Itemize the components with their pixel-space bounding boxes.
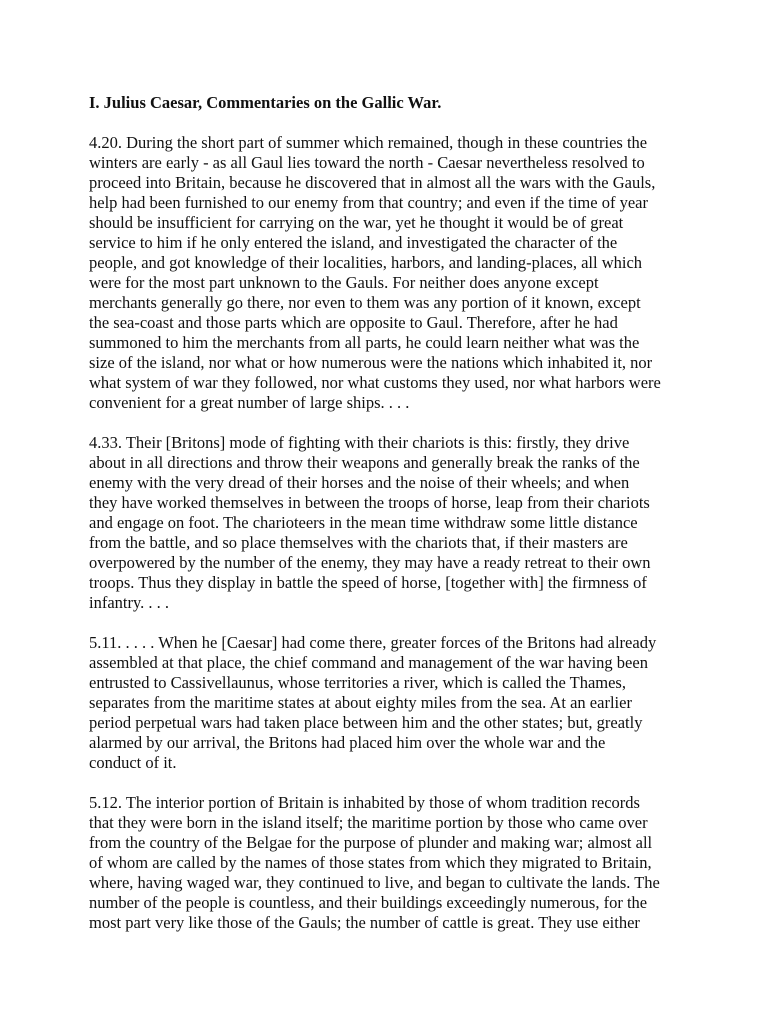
text-line: 4.20. During the short part of summer which remained, though in these countries the bbox=[89, 133, 648, 152]
paragraph-1 bbox=[89, 133, 688, 413]
text-line: troops. Thus they display in battle the speed of horse, [together with] the firmness of bbox=[89, 573, 647, 592]
paragraph-2 bbox=[89, 433, 688, 613]
text-line: were for the most part unknown to the Gauls. For neither does anyone except bbox=[89, 273, 599, 292]
paragraph-3 bbox=[89, 633, 688, 773]
document-body bbox=[89, 133, 688, 933]
text-line: 4.33. Their [Britons] mode of fighting with their chariots is this: firstly, they drive bbox=[89, 433, 630, 452]
text-line: entrusted to Cassivellaunus, whose territories a river, which is called the Thames, bbox=[89, 673, 626, 692]
text-line: about in all directions and throw their weapons and generally break the ranks of the bbox=[89, 453, 640, 472]
text-line: conduct of it. bbox=[89, 753, 177, 772]
text-line: help had been furnished to our enemy from that country; and even if the time of year bbox=[89, 193, 648, 212]
text-line: where, having waged war, they continued to live, and began to cultivate the lands. The bbox=[89, 873, 660, 892]
text-line: overpowered by the number of the enemy, they may have a ready retreat to their own bbox=[89, 553, 651, 572]
text-line: that they were born in the island itself; the maritime portion by those who came over bbox=[89, 813, 648, 832]
text-line: convenient for a great number of large ships. . . . bbox=[89, 393, 410, 412]
text-line: should be insufficient for carrying on the war, yet he thought it would be of great bbox=[89, 213, 624, 232]
text-line: separates from the maritime states at about eighty miles from the sea. At an earlier bbox=[89, 693, 632, 712]
text-line: 5.11. . . . . When he [Caesar] had come there, greater forces of the Britons had already bbox=[89, 633, 657, 652]
text-line: service to him if he only entered the island, and investigated the character of the bbox=[89, 233, 618, 252]
text-line: number of the people is countless, and their buildings exceedingly numerous, for the bbox=[89, 893, 648, 912]
text-line: most part very like those of the Gauls; the number of cattle is great. They use either bbox=[89, 913, 640, 932]
text-line: proceed into Britain, because he discovered that in almost all the wars with the Gauls, bbox=[89, 173, 656, 192]
document-title: I. Julius Caesar, Commentaries on the Gallic War. bbox=[89, 93, 442, 112]
text-line: from the country of the Belgae for the purpose of plunder and making war; almost all bbox=[89, 833, 653, 852]
text-line: what system of war they followed, nor what customs they used, nor what harbors were bbox=[89, 373, 661, 392]
text-line: people, and got knowledge of their localities, harbors, and landing-places, all which bbox=[89, 253, 643, 272]
text-line: and engage on foot. The charioteers in the mean time withdraw some little distance bbox=[89, 513, 638, 532]
text-line: they have worked themselves in between the troops of horse, leap from their chariots bbox=[89, 493, 650, 512]
paragraph-4 bbox=[89, 793, 688, 933]
text-line: enemy with the very dread of their horses and the noise of their wheels; and when bbox=[89, 473, 630, 492]
text-line: 5.12. The interior portion of Britain is inhabited by those of whom tradition records bbox=[89, 793, 640, 812]
text-line: winters are early - as all Gaul lies toward the north - Caesar nevertheless resolved to bbox=[89, 153, 645, 172]
text-line: the sea-coast and those parts which are opposite to Gaul. Therefore, after he had bbox=[89, 313, 618, 332]
text-line: assembled at that place, the chief command and management of the war having been bbox=[89, 653, 648, 672]
text-line: summoned to him the merchants from all parts, he could learn neither what was the bbox=[89, 333, 640, 352]
text-line: from the battle, and so place themselves with the chariots that, if their masters are bbox=[89, 533, 628, 552]
text-line: size of the island, nor what or how numerous were the nations which inhabited it, nor bbox=[89, 353, 653, 372]
text-line: alarmed by our arrival, the Britons had placed him over the whole war and the bbox=[89, 733, 606, 752]
text-line: infantry. . . . bbox=[89, 593, 170, 612]
text-line: period perpetual wars had taken place between him and the other states; but, greatly bbox=[89, 713, 643, 732]
text-line: of whom are called by the names of those states from which they migrated to Britain, bbox=[89, 853, 652, 872]
text-line: merchants generally go there, nor even to them was any portion of it known, except bbox=[89, 293, 641, 312]
